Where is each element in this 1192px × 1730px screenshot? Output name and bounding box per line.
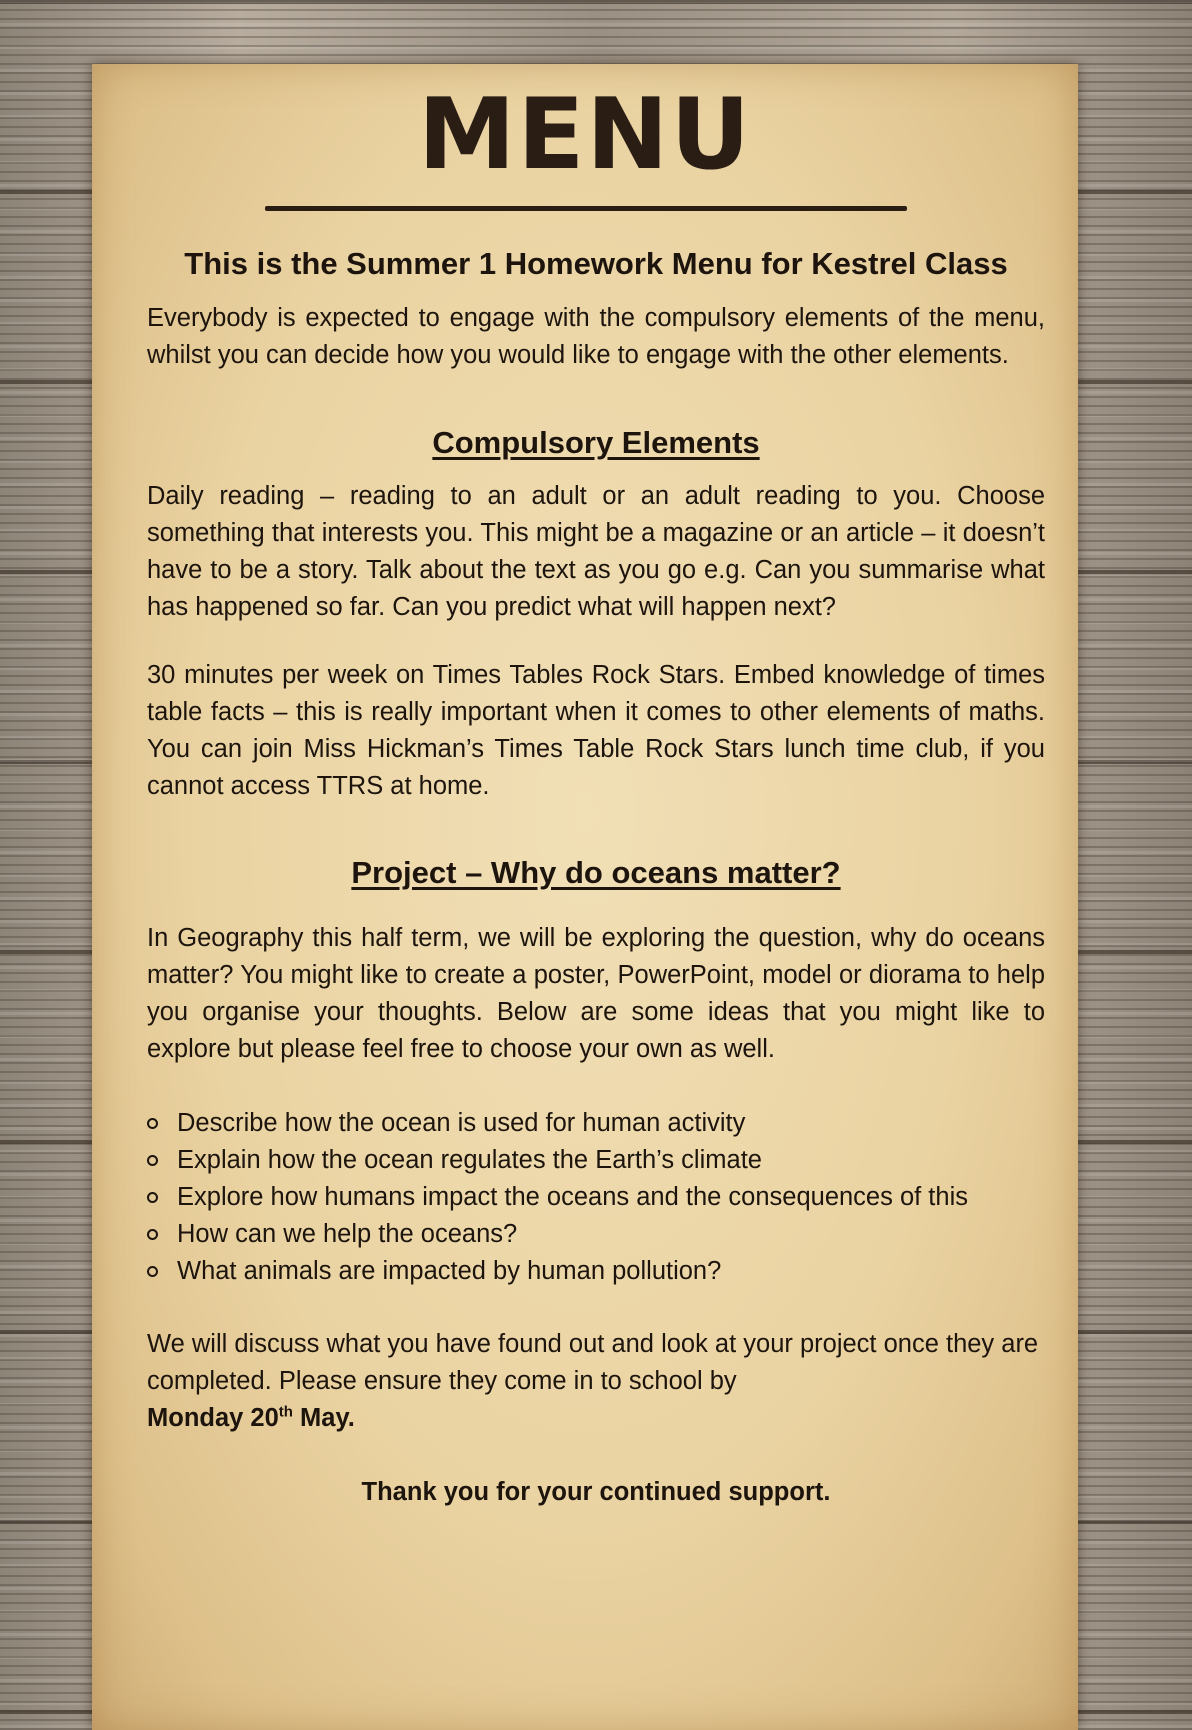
- project-ideas-list: [147, 1105, 1045, 1290]
- list-item: Explain how the ocean regulates the Earth’s climate: [147, 1142, 1045, 1179]
- bullet-circle-icon: [147, 1266, 158, 1277]
- bullet-circle-icon: [147, 1192, 158, 1203]
- title-divider: [265, 206, 907, 211]
- menu-subtitle: This is the Summer 1 Homework Menu for Kestrel Class: [184, 246, 1008, 281]
- deadline-date: Monday 20th May.: [147, 1403, 355, 1432]
- project-outro: We will discuss what you have found out and look at your project once they are completed. Please ensure they come in to school by Monday 20th May.: [147, 1330, 1039, 1432]
- reading-paragraph: Daily reading – reading to an adult or an adult reading to you. Choose something that interests you. This might be a magazine or an article – it doesn’t have to be a story. Talk about the text as you go e.g. Can you summarise what has happened so far. Can you predict what will happen next?: [147, 482, 1045, 621]
- bullet-circle-icon: [147, 1229, 158, 1240]
- ttrs-paragraph: 30 minutes per week on Times Tables Rock Stars. Embed knowledge of times table facts – this is really important when it comes to other elements of maths. You can join Miss Hickman’s Times Table Rock Stars lunch time club, if you cannot access TTRS at home.: [147, 661, 1045, 800]
- list-item: Explore how humans impact the oceans and the consequences of this: [147, 1179, 1045, 1216]
- list-item: Describe how the ocean is used for human activity: [147, 1105, 1045, 1142]
- list-item: How can we help the oceans?: [147, 1216, 1045, 1253]
- list-item: What animals are impacted by human pollution?: [147, 1253, 1045, 1290]
- menu-content: [147, 244, 1045, 1511]
- project-heading: Project – Why do oceans matter?: [351, 855, 841, 890]
- compulsory-heading: Compulsory Elements: [432, 425, 760, 460]
- menu-title: MENU: [417, 78, 753, 192]
- bullet-circle-icon: [147, 1118, 158, 1129]
- intro-paragraph: Everybody is expected to engage with the compulsory elements of the menu, whilst you can decide how you would like to engage with the other elements.: [147, 304, 1045, 369]
- menu-paper: [92, 64, 1078, 1730]
- project-intro: In Geography this half term, we will be exploring the question, why do oceans matter? You might like to create a poster, PowerPoint, model or diorama to help you organise your thoughts. Below are some ideas that you might like to explore but please feel free to choose your own as well.: [147, 924, 1045, 1063]
- closing-message: Thank you for your continued support.: [361, 1478, 831, 1506]
- bullet-circle-icon: [147, 1155, 158, 1166]
